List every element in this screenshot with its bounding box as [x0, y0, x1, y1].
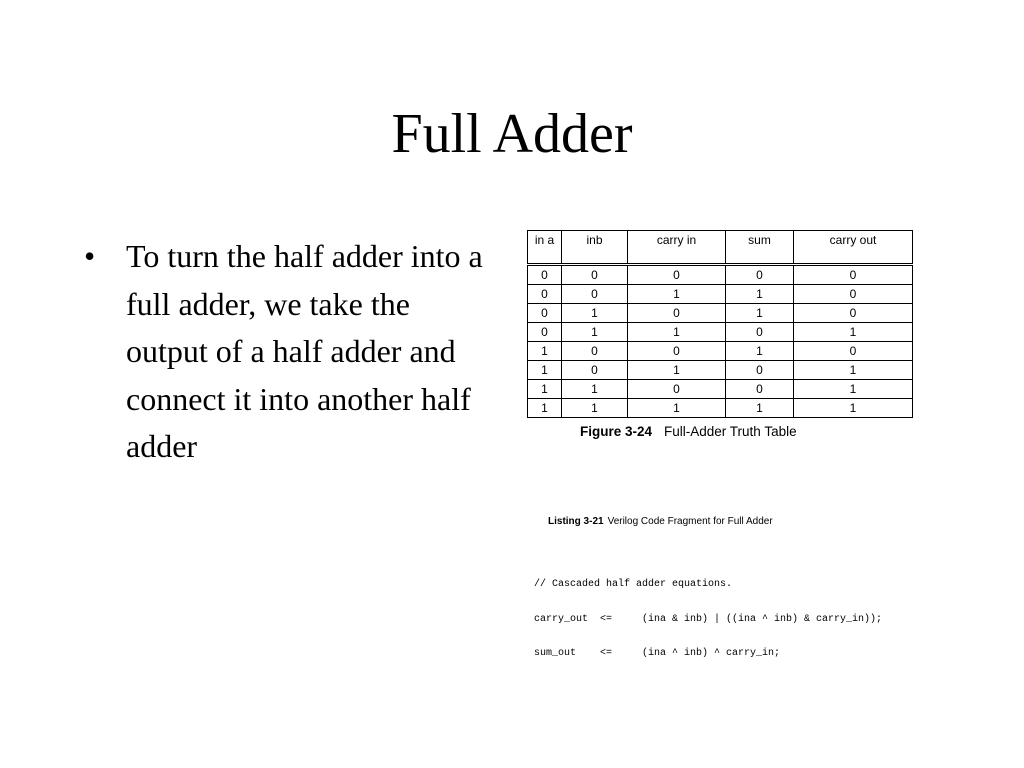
truth-table-cell: 0 — [562, 342, 628, 361]
truth-table-cell: 0 — [528, 304, 562, 323]
figure-number: Figure 3-24 — [580, 424, 653, 439]
truth-table-cell: 1 — [794, 361, 913, 380]
truth-table-cell: 1 — [726, 342, 794, 361]
truth-table-cell: 0 — [726, 265, 794, 285]
truth-table-row — [528, 285, 913, 304]
truth-table-cell: 1 — [726, 304, 794, 323]
truth-table-cell: 1 — [528, 380, 562, 399]
listing-number: Listing 3-21 — [548, 516, 604, 527]
truth-table-cell: 1 — [528, 361, 562, 380]
truth-table-cell: 0 — [528, 323, 562, 342]
truth-table-row — [528, 361, 913, 380]
truth-table-row — [528, 265, 913, 285]
truth-table-body — [528, 265, 913, 418]
truth-table-cell: 1 — [528, 342, 562, 361]
header-ina: in a — [528, 231, 562, 265]
truth-table-cell: 1 — [562, 323, 628, 342]
figure-title: Full-Adder Truth Table — [664, 424, 797, 439]
truth-table-cell: 1 — [628, 285, 726, 304]
truth-table-cell: 0 — [726, 380, 794, 399]
truth-table-cell: 1 — [794, 323, 913, 342]
truth-table-cell: 0 — [726, 361, 794, 380]
bullet-text: To turn the half adder into a full adder, we take the output of a half adder and connect it into another half adder — [126, 238, 483, 464]
truth-table-cell: 1 — [628, 399, 726, 418]
bullet-item — [84, 233, 494, 471]
truth-table-cell: 1 — [628, 361, 726, 380]
truth-table-cell: 0 — [628, 342, 726, 361]
truth-table-cell: 1 — [628, 323, 726, 342]
truth-table-cell: 1 — [562, 380, 628, 399]
truth-table-cell: 1 — [726, 399, 794, 418]
truth-table-cell: 0 — [562, 285, 628, 304]
truth-table-cell: 0 — [628, 380, 726, 399]
truth-table-header-row — [528, 231, 913, 265]
truth-table — [527, 230, 913, 418]
truth-table-row — [528, 304, 913, 323]
code-line: sum_out <= (ina ^ inb) ^ carry_in; — [534, 648, 781, 659]
listing-title: Verilog Code Fragment for Full Adder — [607, 516, 773, 527]
bullet-dot-icon: • — [84, 238, 96, 274]
listing-caption — [548, 516, 773, 527]
code-line: // Cascaded half adder equations. — [534, 579, 733, 590]
truth-table-row — [528, 399, 913, 418]
truth-table-cell: 0 — [794, 285, 913, 304]
truth-table-cell: 0 — [794, 304, 913, 323]
truth-table-cell: 1 — [562, 399, 628, 418]
truth-table-cell: 1 — [794, 399, 913, 418]
header-carry-in: carry in — [628, 231, 726, 265]
truth-table-cell: 0 — [562, 361, 628, 380]
truth-table-cell: 1 — [562, 304, 628, 323]
truth-table-cell: 1 — [528, 399, 562, 418]
truth-table-cell: 0 — [562, 265, 628, 285]
truth-table-cell: 0 — [794, 342, 913, 361]
code-block — [534, 556, 882, 671]
bullet-list — [84, 233, 494, 471]
truth-table-cell: 0 — [794, 265, 913, 285]
truth-table-row — [528, 380, 913, 399]
truth-table-cell: 0 — [528, 285, 562, 304]
truth-table-cell: 0 — [726, 323, 794, 342]
truth-table-row — [528, 323, 913, 342]
truth-table-cell: 1 — [794, 380, 913, 399]
truth-table-cell: 0 — [628, 304, 726, 323]
slide-title: Full Adder — [391, 103, 633, 165]
truth-table-row — [528, 342, 913, 361]
truth-table-cell: 1 — [726, 285, 794, 304]
header-inb: inb — [562, 231, 628, 265]
truth-table-cell: 0 — [528, 265, 562, 285]
header-carry-out: carry out — [794, 231, 913, 265]
truth-table-figure — [527, 230, 912, 418]
header-sum: sum — [726, 231, 794, 265]
truth-table-cell: 0 — [628, 265, 726, 285]
truth-table-caption — [580, 424, 920, 439]
code-line: carry_out <= (ina & inb) | ((ina ^ inb) & carry_in)); — [534, 613, 883, 625]
